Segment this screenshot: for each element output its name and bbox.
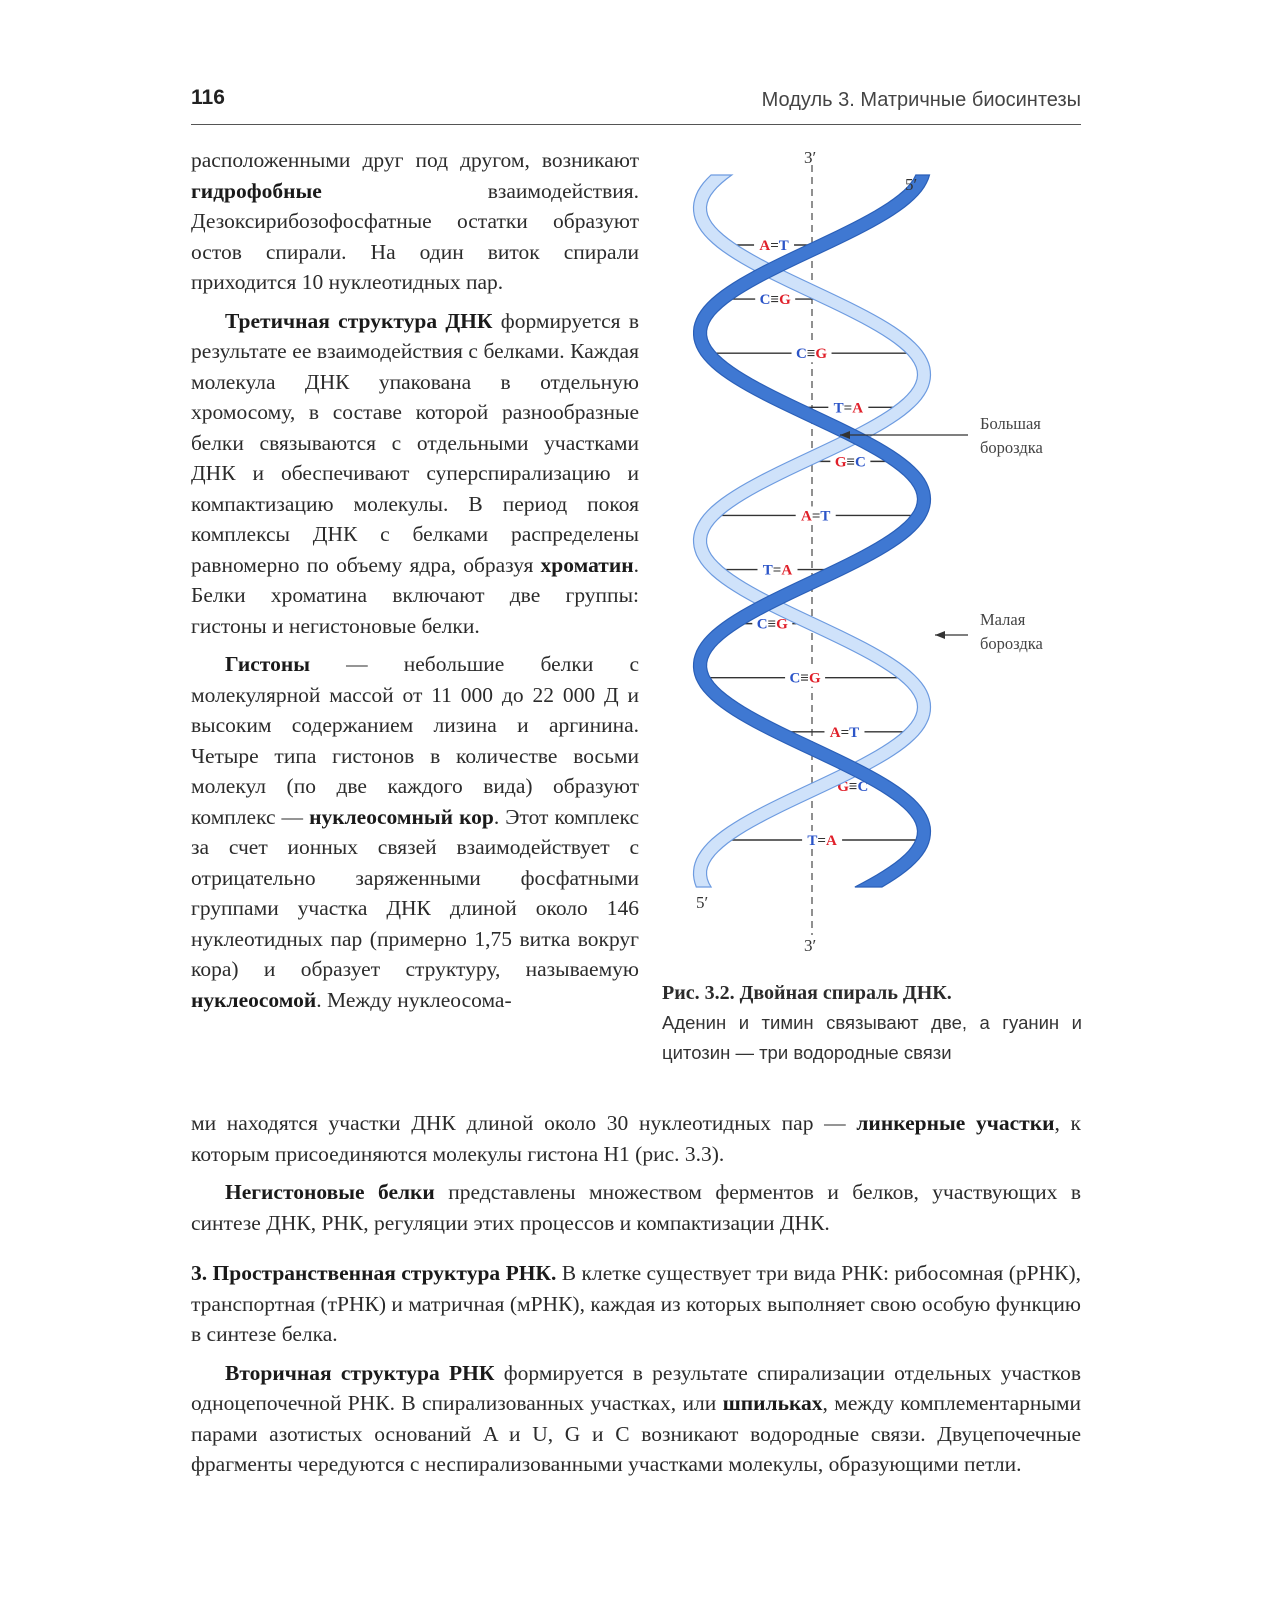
paragraph-tertiary-dna: Третичная структура ДНК формируется в результате ее взаимодействия с белками. Каждая молекула ДНК упакована в отдельную хромосому, в составе которой разнообразные белки связываются с отдельными участками ДНК и обеспечивают суперспирализацию и компактизацию молекулы. В период покоя комплексы ДНК с белками распределены равномерно по объему ядра, образуя хроматин. Белки хроматина включают две группы: гистоны и негистоновые белки.	[191, 308, 639, 638]
dna-double-helix-figure	[690, 145, 1090, 975]
paragraph-rna-structure: 3. Пространственная структура РНК. В клетке существует три вида РНК: рибосомная (рРНК), транспортная (тРНК) и матричная (мРНК), каждая из которых выполняет свою особую функцию в синтезе белка.	[191, 1261, 1081, 1346]
paragraph-histones: Гистоны — небольшие белки с молекулярной массой от 11 000 до 22 000 Д и высоким содержанием лизина и аргинина. Четыре типа гистонов в количестве восьми молекул (по две каждого вида) образуют комплекс — нуклеосомный кор. Этот комплекс за счет ионных связей взаимодействует с отрицательно заряженными фосфатными группами участка ДНК длиной около 146 нуклеотидных пар (примерно 1,75 витка вокруг кора) и образует структуру, называемую нуклеосомой. Между нуклеосома-	[191, 652, 640, 1012]
end-label-bottom-5prime: 5′	[696, 893, 709, 912]
base-pair-label: A=T	[759, 238, 789, 254]
label-major-groove-1: Большая	[980, 414, 1041, 433]
page-header	[191, 84, 1081, 125]
paragraph-hydrophobic: расположенными друг под другом, возникают гидрофобные взаимодействия. Дезоксирибозофосфатные остатки образуют остов спирали. На один виток спирали приходится 10 нуклеотидных пар.	[191, 148, 639, 294]
base-pair	[722, 831, 923, 849]
base-pair-label: T=A	[762, 562, 793, 579]
end-label-bottom-3prime: 3′	[804, 936, 817, 955]
dna-helix-svg	[690, 145, 1090, 975]
figure-caption	[662, 978, 1082, 1068]
base-pair-label: T=A	[807, 833, 837, 849]
caption-text: Аденин и тимин связывают две, а гуанин и цитозин — три водородные связи	[662, 1012, 1082, 1063]
end-label-top-3prime: 3′	[804, 148, 817, 167]
base-pair	[713, 506, 919, 524]
base-pair	[703, 669, 907, 687]
base-pair	[708, 344, 915, 362]
base-pair-label: C≡G	[756, 616, 788, 633]
full-width-column	[191, 1108, 1081, 1488]
paragraph-linkers: ми находятся участки ДНК длиной около 30 нуклеотидных пар — линкерные участки, к которым присоединяются молекулы гистона H1 (рис. 3.3).	[191, 1111, 1081, 1166]
page-number: 116	[191, 86, 225, 109]
label-major-groove-2: бороздка	[980, 438, 1043, 457]
paragraph-rna-secondary: Вторичная структура РНК формируется в результате спирализации отдельных участков одноцепочечной РНК. В спирализованных участках, или шпильках, между комплементарными парами азотистых оснований A и U, G и C возникают водородные связи. Двуцепочечные фрагменты чередуются с неспирализованными участками молекулы, образующими петли.	[191, 1360, 1081, 1476]
left-column	[191, 145, 639, 1023]
base-pair-label: G≡C	[834, 454, 866, 471]
running-head: Модуль 3. Матричные биосинтезы	[761, 89, 1081, 111]
base-pair-label: C≡G	[789, 670, 821, 687]
base-pair-label: T=A	[833, 400, 864, 417]
label-minor-groove-2: бороздка	[980, 634, 1043, 653]
base-pair-label: C≡G	[759, 292, 791, 309]
paragraph-nonhistone: Негистоновые белки представлены множеством ферментов и белков, участвующих в синтезе ДНК, РНК, регуляции этих процессов и компактизации ДНК.	[191, 1180, 1081, 1235]
caption-title: Рис. 3.2. Двойная спираль ДНК.	[662, 982, 952, 1004]
base-pair-label: C≡G	[796, 346, 828, 363]
base-pair-label: A=T	[829, 724, 860, 741]
minor-groove-arrowhead	[935, 631, 945, 639]
base-pair-label: G≡C	[837, 778, 869, 795]
base-pair-label: A=T	[800, 508, 831, 525]
end-label-top-5prime: 5′	[905, 175, 918, 194]
label-minor-groove-1: Малая	[980, 610, 1026, 629]
